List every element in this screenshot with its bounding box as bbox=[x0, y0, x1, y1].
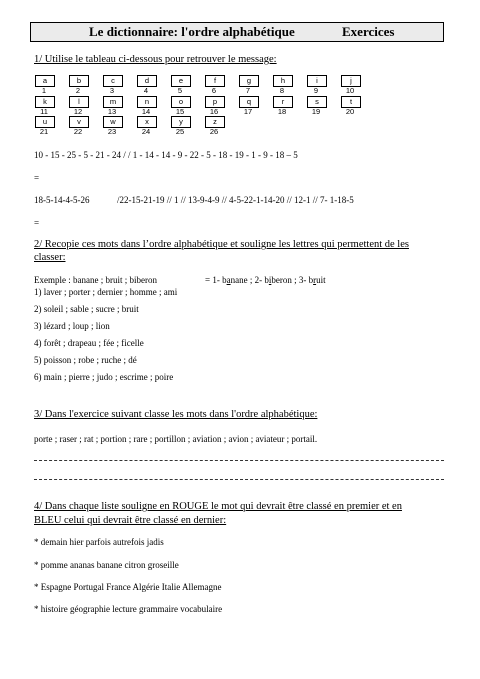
alphabet-number-6: 6 bbox=[211, 86, 217, 95]
ex3-word-list: porte ; raser ; rat ; portion ; rare ; portillon ; aviation ; avion ; aviateur ; portail. bbox=[34, 434, 318, 444]
alphabet-letter-d: d bbox=[137, 75, 157, 87]
alphabet-letter-z: z bbox=[205, 116, 225, 128]
ex2-item-6: 6) main ; pierre ; judo ; escrime ; poire bbox=[34, 372, 174, 382]
alphabet-number-15: 15 bbox=[175, 107, 185, 116]
ex2-item-5: 5) poisson ; robe ; ruche ; dé bbox=[34, 355, 137, 365]
example-word-2-underlined: i bbox=[268, 275, 272, 285]
alphabet-number-25: 25 bbox=[175, 127, 185, 136]
alphabet-letter-i: i bbox=[307, 75, 327, 87]
alphabet-number-12: 12 bbox=[73, 107, 83, 116]
alphabet-number-19: 19 bbox=[311, 107, 321, 116]
alphabet-letter-m: m bbox=[103, 96, 123, 108]
alphabet-number-18: 18 bbox=[277, 107, 287, 116]
ex4-list-2: * pomme ananas banane citron groseille bbox=[34, 560, 179, 570]
alphabet-letter-u: u bbox=[35, 116, 55, 128]
alphabet-number-21: 21 bbox=[39, 127, 49, 136]
alphabet-letter-y: y bbox=[171, 116, 191, 128]
ex2-example-words: Exemple : banane ; bruit ; biberon bbox=[34, 275, 157, 285]
page-subtitle: Exercices bbox=[342, 24, 395, 39]
alphabet-number-3: 3 bbox=[109, 86, 115, 95]
alphabet-number-1: 1 bbox=[41, 86, 47, 95]
ex2-example-answer bbox=[205, 275, 326, 285]
alphabet-letter-b: b bbox=[69, 75, 89, 87]
ex4-list-1: * demain hier parfois autrefois jadis bbox=[34, 537, 164, 547]
answer-line-1 bbox=[34, 460, 444, 461]
example-word-1-underlined: a bbox=[226, 275, 231, 285]
example-answer-prefix: = 1- bbox=[205, 275, 223, 285]
alphabet-letter-l: l bbox=[69, 96, 89, 108]
alphabet-letter-s: s bbox=[307, 96, 327, 108]
alphabet-number-26: 26 bbox=[209, 127, 219, 136]
alphabet-number-11: 11 bbox=[40, 107, 48, 116]
alphabet-number-16: 16 bbox=[209, 107, 219, 116]
ex1-code-line-2a: 18-5-14-4-5-26 bbox=[34, 195, 90, 205]
ex2-instruction-line-1: 2/ Recopie ces mots dans l’ordre alphabétique et souligne les lettres qui permettent de les bbox=[34, 239, 409, 250]
example-word-1-start: b bbox=[222, 275, 227, 285]
answer-line-2 bbox=[34, 479, 444, 480]
alphabet-letter-h: h bbox=[273, 75, 293, 87]
alphabet-letter-v: v bbox=[69, 116, 89, 128]
alphabet-number-7: 7 bbox=[245, 86, 251, 95]
ex4-instruction-line-2: BLEU celui qui devrait être classé en dernier: bbox=[34, 515, 227, 526]
alphabet-number-20: 20 bbox=[345, 107, 355, 116]
alphabet-letter-k: k bbox=[35, 96, 55, 108]
example-word-1-rest: nane ; 2- b bbox=[230, 275, 269, 285]
alphabet-letter-n: n bbox=[137, 96, 157, 108]
ex4-list-3: * Espagne Portugal France Algérie Italie Allemagne bbox=[34, 582, 222, 592]
example-word-3-underlined: r bbox=[313, 275, 317, 285]
alphabet-letter-q: q bbox=[239, 96, 259, 108]
alphabet-number-23: 23 bbox=[107, 127, 117, 136]
alphabet-number-17: 17 bbox=[243, 107, 253, 116]
alphabet-letter-f: f bbox=[205, 75, 225, 87]
alphabet-number-24: 24 bbox=[141, 127, 151, 136]
alphabet-number-8: 8 bbox=[279, 86, 285, 95]
alphabet-letter-o: o bbox=[171, 96, 191, 108]
alphabet-letter-t: t bbox=[341, 96, 361, 108]
ex4-instruction-line-1: 4/ Dans chaque liste souligne en ROUGE le mot qui devrait être classé en premier et en bbox=[34, 501, 402, 512]
alphabet-letter-e: e bbox=[171, 75, 191, 87]
ex2-item-4: 4) forêt ; drapeau ; fée ; ficelle bbox=[34, 338, 144, 348]
ex2-item-1: 1) laver ; porter ; dernier ; homme ; ami bbox=[34, 287, 178, 297]
title-banner bbox=[30, 22, 444, 42]
alphabet-number-10: 10 bbox=[345, 86, 355, 95]
alphabet-number-13: 13 bbox=[107, 107, 117, 116]
example-word-2-rest: beron ; 3- b bbox=[271, 275, 314, 285]
alphabet-number-2: 2 bbox=[75, 86, 81, 95]
alphabet-letter-r: r bbox=[273, 96, 293, 108]
ex1-equals-2: = bbox=[34, 218, 40, 228]
ex1-instruction: 1/ Utilise le tableau ci-dessous pour retrouver le message: bbox=[34, 54, 277, 65]
alphabet-letter-x: x bbox=[137, 116, 157, 128]
ex1-code-line-1: 10 - 15 - 25 - 5 - 21 - 24 / / 1 - 14 - 14 - 9 - 22 - 5 - 18 - 19 - 1 - 9 - 18 – 5 bbox=[34, 150, 298, 160]
ex1-equals-1: = bbox=[34, 173, 40, 183]
ex2-item-3: 3) lézard ; loup ; lion bbox=[34, 321, 110, 331]
alphabet-number-22: 22 bbox=[73, 127, 83, 136]
ex2-instruction-line-2: classer: bbox=[34, 252, 66, 263]
alphabet-number-4: 4 bbox=[143, 86, 149, 95]
example-word-3-rest: uit bbox=[316, 275, 326, 285]
ex1-code-line-2b: /22-15-21-19 // 1 // 13-9-4-9 // 4-5-22-1-14-20 // 12-1 // 7- 1-18-5 bbox=[117, 195, 354, 205]
alphabet-letter-g: g bbox=[239, 75, 259, 87]
alphabet-letter-p: p bbox=[205, 96, 225, 108]
alphabet-letter-a: a bbox=[35, 75, 55, 87]
ex2-item-2: 2) soleil ; sable ; sucre ; bruit bbox=[34, 304, 139, 314]
alphabet-number-9: 9 bbox=[313, 86, 319, 95]
ex3-instruction: 3/ Dans l'exercice suivant classe les mots dans l'ordre alphabétique: bbox=[34, 409, 318, 420]
page-title: Le dictionnaire: l'ordre alphabétique bbox=[89, 24, 295, 39]
alphabet-letter-c: c bbox=[103, 75, 123, 87]
alphabet-letter-w: w bbox=[103, 116, 123, 128]
ex4-list-4: * histoire géographie lecture grammaire vocabulaire bbox=[34, 604, 223, 614]
alphabet-letter-j: j bbox=[341, 75, 361, 87]
alphabet-number-5: 5 bbox=[177, 86, 183, 95]
alphabet-number-14: 14 bbox=[141, 107, 151, 116]
